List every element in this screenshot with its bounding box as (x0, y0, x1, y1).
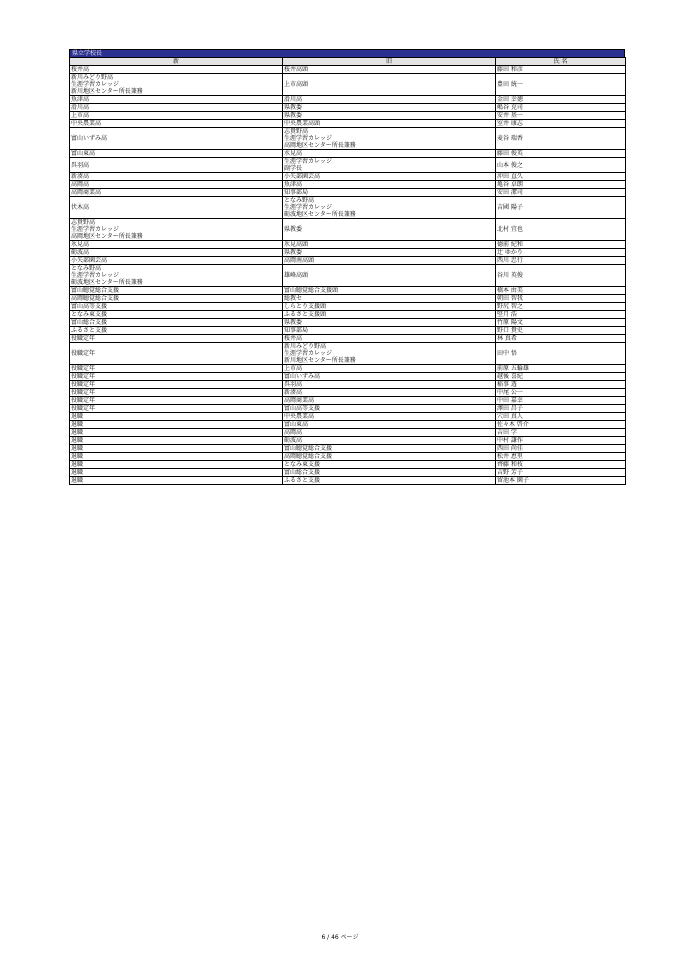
header-new: 新 (70, 58, 283, 66)
cell-new: 砺波高 (70, 249, 283, 257)
table-row (70, 219, 626, 241)
cell-new: 役職定年 (70, 365, 283, 373)
cell-new: 役職定年 (70, 335, 283, 343)
cell-name: 穴田 真人 (496, 413, 626, 421)
cell-new: 退職 (70, 477, 283, 485)
header-old: 旧 (283, 58, 496, 66)
cell-old: 高岡高 (283, 429, 496, 437)
cell-old: 中央農業高頭 (283, 120, 496, 128)
cell-old: 県教委 (283, 112, 496, 120)
cell-name: 沖田 直久 (496, 173, 626, 181)
cell-old: 高岡南高頭 (283, 257, 496, 265)
roster-body (70, 66, 626, 485)
cell-name: 吉國 陽子 (496, 197, 626, 219)
cell-old: 砺波高 (283, 437, 496, 445)
cell-new: 富山聴覚総合支援 (70, 287, 283, 295)
cell-name: 辻 ゆかり (496, 249, 626, 257)
cell-new: 滑川高 (70, 104, 283, 112)
cell-name: 齊藤 和枝 (496, 461, 626, 469)
cell-old: 高岡聴覚総合支援 (283, 453, 496, 461)
cell-new: 退職 (70, 421, 283, 429)
cell-name: 藤田 俊英 (496, 150, 626, 158)
table-row (70, 335, 626, 343)
cell-new: 退職 (70, 461, 283, 469)
cell-new: となみ東支援 (70, 311, 283, 319)
cell-old: 高岡商業高 (283, 397, 496, 405)
cell-name: 嶋谷 克司 (496, 104, 626, 112)
cell-old: 氷見高頭 (283, 241, 496, 249)
cell-name: 北村 宜也 (496, 219, 626, 241)
cell-old: 呉羽高 (283, 381, 496, 389)
cell-name: 前原 五輪雄 (496, 365, 626, 373)
cell-old: 知事部局 (283, 327, 496, 335)
cell-name: 留池本 園子 (496, 477, 626, 485)
cell-name: 德前 紀和 (496, 241, 626, 249)
cell-new: 氷見高 (70, 241, 283, 249)
cell-name: 野口 貴史 (496, 327, 626, 335)
cell-old: 知事部局 (283, 189, 496, 197)
table-row (70, 197, 626, 219)
table-row (70, 453, 626, 461)
cell-old: 桜井高 (283, 335, 496, 343)
cell-name: 金田 幸徳 (496, 96, 626, 104)
table-row (70, 319, 626, 327)
cell-new: 中央農業高 (70, 120, 283, 128)
cell-old: ふるさと支援頭 (283, 311, 496, 319)
cell-new: 呉羽高 (70, 158, 283, 173)
table-row (70, 112, 626, 120)
table-row (70, 66, 626, 74)
table-row (70, 389, 626, 397)
cell-name: 吉野 芳子 (496, 469, 626, 477)
cell-name: 野尻 智之 (496, 303, 626, 311)
cell-new: 富山総合支援 (70, 319, 283, 327)
cell-name: 西川 忠行 (496, 257, 626, 265)
cell-new: 役職定年 (70, 397, 283, 405)
cell-name: 山本 俊之 (496, 158, 626, 173)
cell-new: 役職定年 (70, 343, 283, 365)
table-row (70, 257, 626, 265)
cell-old: 県教委 (283, 319, 496, 327)
cell-name: 堅月 浩 (496, 311, 626, 319)
cell-new: 富山東高 (70, 150, 283, 158)
cell-name: 佐々木 啓介 (496, 421, 626, 429)
cell-old: 新川みどり野高 生涯学習カレッジ 新川地区センター所長兼務 (283, 343, 496, 365)
table-row (70, 405, 626, 413)
table-row (70, 295, 626, 303)
cell-new: 役職定年 (70, 373, 283, 381)
cell-new: 高岡商業高 (70, 189, 283, 197)
cell-old: 富山総合支援 (283, 469, 496, 477)
cell-old: 総教セ (283, 295, 496, 303)
cell-name: 澤田 昌子 (496, 405, 626, 413)
cell-new: 役職定年 (70, 389, 283, 397)
table-row (70, 173, 626, 181)
cell-name: 林 真希 (496, 335, 626, 343)
cell-name: 中田 嘉幸 (496, 397, 626, 405)
cell-new: 桜井高 (70, 66, 283, 74)
cell-old: 上市高 (283, 365, 496, 373)
cell-old: 県教委 (283, 249, 496, 257)
table-row (70, 327, 626, 335)
cell-old: 富山聴覚総合支援頭 (283, 287, 496, 295)
table-row (70, 477, 626, 485)
cell-old: となみ野高 生涯学習カレッジ 砺波地区センター所長兼務 (283, 197, 496, 219)
cell-new: 高岡聴覚総合支援 (70, 295, 283, 303)
cell-name: 谷川 英俊 (496, 265, 626, 287)
cell-old: 新湊高 (283, 389, 496, 397)
cell-new: 退職 (70, 437, 283, 445)
cell-name: 豊田 統一 (496, 74, 626, 96)
section-title: 県立学校長 (69, 49, 625, 57)
table-row (70, 96, 626, 104)
cell-new: 富山高等支援 (70, 303, 283, 311)
table-row (70, 74, 626, 96)
header-name: 氏 名 (496, 58, 626, 66)
cell-old: 志貴野高 生涯学習カレッジ 高岡地区センター所長兼務 (283, 128, 496, 150)
table-row (70, 469, 626, 477)
cell-new: 新川みどり野高 生涯学習カレッジ 新川地区センター所長兼務 (70, 74, 283, 96)
roster-table (69, 57, 626, 485)
cell-new: 伏木高 (70, 197, 283, 219)
cell-name: 松井 恵里 (496, 453, 626, 461)
cell-new: 退職 (70, 469, 283, 477)
cell-old: 桜井高頭 (283, 66, 496, 74)
table-row (70, 421, 626, 429)
roster-sheet (69, 49, 625, 485)
table-row (70, 104, 626, 112)
header-row (70, 58, 626, 66)
table-row (70, 373, 626, 381)
table-row (70, 397, 626, 405)
cell-new: 高岡高 (70, 181, 283, 189)
cell-new: となみ野高 生涯学習カレッジ 砺波地区センター所長兼務 (70, 265, 283, 287)
cell-name: 中村 謙作 (496, 437, 626, 445)
cell-new: 退職 (70, 429, 283, 437)
cell-new: 退職 (70, 453, 283, 461)
cell-new: 志貴野高 生涯学習カレッジ 高岡地区センター所長兼務 (70, 219, 283, 241)
cell-old: となみ東支援 (283, 461, 496, 469)
table-row (70, 303, 626, 311)
table-row (70, 181, 626, 189)
cell-old: 富山高等支援 (283, 405, 496, 413)
cell-name: 亀谷 卓朗 (496, 181, 626, 189)
table-row (70, 365, 626, 373)
cell-name: 西田 尚佳 (496, 445, 626, 453)
table-row (70, 311, 626, 319)
table-row (70, 413, 626, 421)
cell-old: 生涯学習カレッジ 副学長 (283, 158, 496, 173)
table-row (70, 429, 626, 437)
cell-old: 県教委 (283, 104, 496, 112)
table-row (70, 343, 626, 365)
cell-new: 退職 (70, 445, 283, 453)
cell-name: 吉田 学 (496, 429, 626, 437)
cell-old: 富山東高 (283, 421, 496, 429)
cell-new: 役職定年 (70, 381, 283, 389)
cell-old: しらとり支援頭 (283, 303, 496, 311)
table-row (70, 241, 626, 249)
cell-name: 田中 悟 (496, 343, 626, 365)
table-row (70, 150, 626, 158)
table-row (70, 158, 626, 173)
table-row (70, 265, 626, 287)
cell-old: 小矢部園芸高 (283, 173, 496, 181)
table-row (70, 381, 626, 389)
cell-name: 藤田 和彦 (496, 66, 626, 74)
cell-name: 竹原 陽文 (496, 319, 626, 327)
cell-name: 安井 基一 (496, 112, 626, 120)
cell-name: 麦谷 瑞香 (496, 128, 626, 150)
cell-old: ふるさと支援 (283, 477, 496, 485)
table-row (70, 461, 626, 469)
cell-old: 中央農業高 (283, 413, 496, 421)
cell-name: 稲事 透 (496, 381, 626, 389)
cell-old: 滑川高 (283, 96, 496, 104)
cell-new: 役職定年 (70, 405, 283, 413)
table-row (70, 189, 626, 197)
table-row (70, 128, 626, 150)
cell-old: 上市高頭 (283, 74, 496, 96)
cell-new: 新湊高 (70, 173, 283, 181)
cell-old: 富山聴覚総合支援 (283, 445, 496, 453)
cell-name: 中尾 公一 (496, 389, 626, 397)
table-row (70, 445, 626, 453)
cell-new: 退職 (70, 413, 283, 421)
cell-new: 上市高 (70, 112, 283, 120)
page-number: 6 / 46 ページ (321, 934, 359, 941)
table-row (70, 437, 626, 445)
cell-new: ふるさと支援 (70, 327, 283, 335)
cell-old: 魚津高 (283, 181, 496, 189)
cell-new: 富山いずみ高 (70, 128, 283, 150)
cell-name: 越後 喜紀 (496, 373, 626, 381)
cell-name: 安田 潔司 (496, 189, 626, 197)
table-row (70, 287, 626, 295)
table-row (70, 249, 626, 257)
cell-name: 室井 康志 (496, 120, 626, 128)
table-row (70, 120, 626, 128)
cell-old: 県教委 (283, 219, 496, 241)
cell-new: 小矢部園芸高 (70, 257, 283, 265)
cell-new: 魚津高 (70, 96, 283, 104)
cell-old: 富山いずみ高 (283, 373, 496, 381)
cell-name: 朝田 智我 (496, 295, 626, 303)
cell-old: 水見高 (283, 150, 496, 158)
cell-old: 雄峰高頭 (283, 265, 496, 287)
cell-name: 橋本 由美 (496, 287, 626, 295)
